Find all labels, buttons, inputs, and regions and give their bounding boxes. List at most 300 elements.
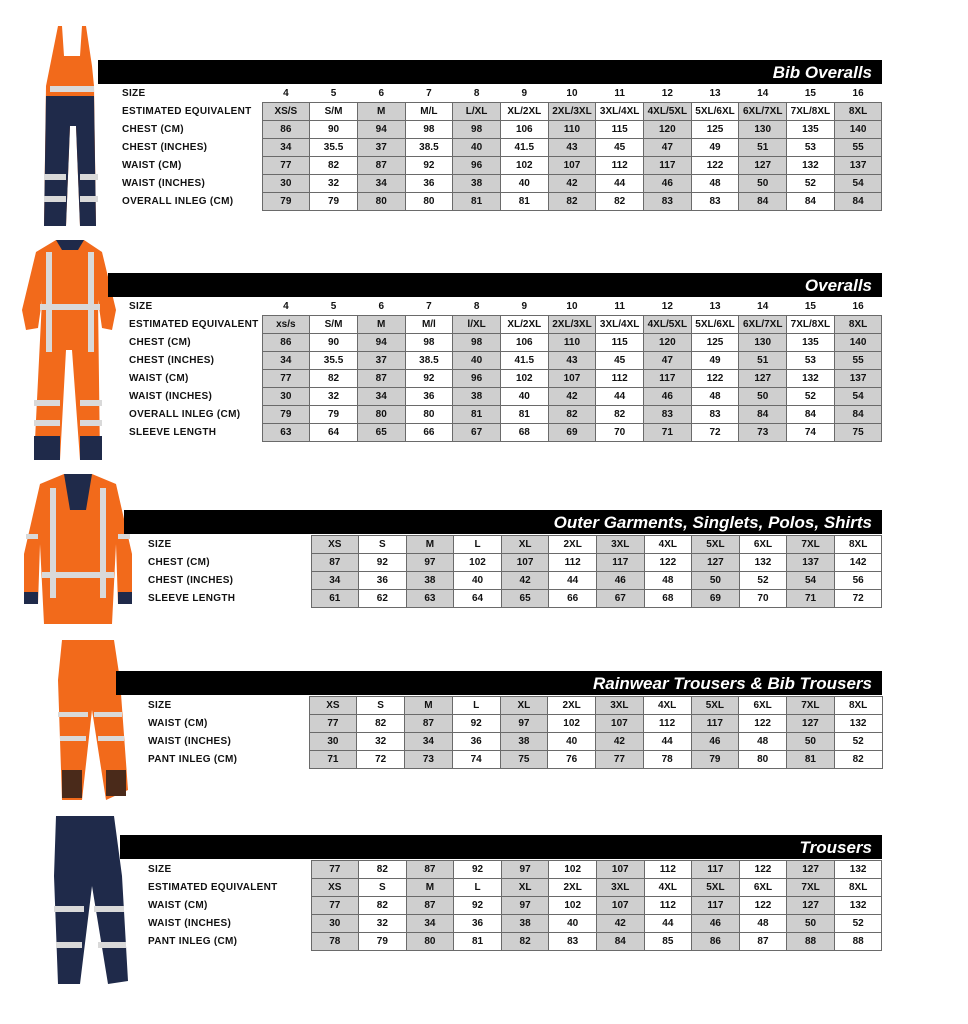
size-cell: 87 [357,370,405,388]
size-cell: 69 [692,590,740,608]
size-cell: 107 [501,554,549,572]
size-cell: 41.5 [500,352,548,370]
size-cell: 56 [834,572,882,590]
size-cell: 45 [596,352,644,370]
size-cell: 40 [453,352,501,370]
size-cell: 137 [834,370,882,388]
size-cell: 90 [310,121,358,139]
size-cell: 117 [692,861,740,879]
size-cell: 37 [357,139,405,157]
size-cell: 142 [834,554,882,572]
size-cell: 102 [549,861,597,879]
table-row [144,590,882,608]
size-cell: 53 [787,139,835,157]
size-cell: 15 [804,88,816,99]
size-cell: 3XL [596,697,644,715]
size-cell: 13 [709,88,721,99]
size-cell: 82 [548,406,596,424]
outer-garments-table [144,535,882,608]
size-cell: L [454,879,502,897]
row-label: SIZE [148,539,172,550]
size-cell: 9 [521,88,528,99]
size-cell: 40 [549,915,597,933]
size-cell: 44 [549,572,597,590]
size-cell: 92 [405,370,453,388]
size-cell: 77 [309,715,357,733]
row-label: WAIST (INCHES) [129,391,213,402]
size-cell: 38 [453,388,501,406]
size-cell: 65 [357,424,405,442]
size-cell: 78 [643,751,691,769]
size-cell: 7XL [787,536,835,554]
size-cell: 65 [501,590,549,608]
row-label: SLEEVE LENGTH [129,427,217,438]
size-cell: 44 [644,915,692,933]
size-cell: 84 [739,193,787,211]
size-cell: 83 [644,406,692,424]
size-cell: 73 [405,751,453,769]
size-cell: 32 [310,388,358,406]
size-cell: 63 [406,590,454,608]
size-cell: 79 [310,406,358,424]
size-cell: 82 [548,193,596,211]
size-cell: 77 [262,370,310,388]
size-cell: 127 [787,715,835,733]
size-cell: 110 [548,121,596,139]
size-cell: 117 [596,554,644,572]
size-cell: 4XL [644,879,692,897]
size-cell: 3XL [596,879,644,897]
size-cell: 44 [596,175,644,193]
size-cell: 9 [521,301,528,312]
size-cell: 120 [644,121,692,139]
size-cell: 132 [787,157,835,175]
size-cell: XL/2XL [500,316,548,334]
size-cell: 97 [501,861,549,879]
size-cell: 40 [454,572,502,590]
size-cell: S [359,879,407,897]
table-row [118,103,882,121]
size-cell: 92 [454,861,502,879]
size-cell: 49 [691,352,739,370]
table-row [125,370,882,388]
size-cell: 46 [644,388,692,406]
size-cell: 82 [596,406,644,424]
size-cell: 13 [709,301,721,312]
size-cell: 34 [357,175,405,193]
table-row [125,316,882,334]
size-cell: 112 [644,861,692,879]
size-cell: 16 [852,88,864,99]
size-cell: 52 [787,388,835,406]
size-cell: 96 [453,157,501,175]
size-cell: 86 [692,933,740,951]
overalls-table [125,298,882,442]
size-cell: 117 [692,897,740,915]
table-row [144,897,882,915]
size-cell: 86 [262,121,310,139]
size-cell: 75 [834,424,882,442]
size-cell: 46 [644,175,692,193]
size-cell: 37 [357,352,405,370]
size-cell: 127 [787,861,835,879]
size-cell: 6XL [739,697,787,715]
size-cell: 81 [454,933,502,951]
size-cell: 48 [644,572,692,590]
size-cell: 30 [262,175,310,193]
table-row [144,536,882,554]
row-label: WAIST (INCHES) [148,736,232,747]
size-cell: 5XL [692,536,740,554]
size-cell: 79 [359,933,407,951]
size-cell: 42 [548,388,596,406]
size-cell: 36 [452,733,500,751]
row-label: CHEST (INCHES) [148,575,234,586]
size-cell: 8 [473,301,480,312]
size-cell: 132 [787,370,835,388]
size-cell: 49 [691,139,739,157]
size-cell: 7 [426,301,432,312]
size-cell: 132 [834,897,882,915]
size-cell: 107 [596,715,644,733]
size-cell: 64 [310,424,358,442]
row-label: WAIST (CM) [122,160,182,171]
size-cell: 96 [453,370,501,388]
size-cell: 79 [262,193,310,211]
size-cell: 92 [452,715,500,733]
size-cell: 107 [596,861,644,879]
size-cell: XS [311,536,359,554]
size-cell: 47 [644,139,692,157]
size-cell: 81 [453,406,501,424]
size-cell: 87 [406,861,454,879]
size-cell: 55 [834,352,882,370]
row-label: SIZE [129,301,153,313]
size-cell: 112 [644,897,692,915]
size-cell: 84 [834,193,882,211]
size-cell: 34 [262,139,310,157]
size-cell: 67 [596,590,644,608]
size-cell: M/l [405,316,453,334]
size-cell: 132 [834,715,882,733]
size-cell: 36 [359,572,407,590]
size-cell: 46 [692,915,740,933]
size-cell: 107 [596,897,644,915]
size-cell: 132 [834,861,882,879]
size-cell: 36 [405,388,453,406]
size-cell: M [405,697,453,715]
size-cell: 81 [500,406,548,424]
size-cell: 7XL/8XL [787,316,835,334]
size-cell: 117 [691,715,739,733]
size-cell: 74 [452,751,500,769]
size-cell: 34 [405,733,453,751]
size-cell: 54 [787,572,835,590]
size-cell: 5XL/6XL [691,316,739,334]
size-cell: 11 [614,88,625,99]
size-cell: M [406,879,454,897]
size-cell: 41.5 [500,139,548,157]
size-cell: 38 [406,572,454,590]
size-cell: 54 [834,388,882,406]
size-cell: 75 [500,751,548,769]
size-cell: 117 [644,370,692,388]
size-cell: 88 [787,933,835,951]
size-cell: 50 [787,915,835,933]
size-cell: 7XL [787,879,835,897]
size-cell: 38 [453,175,501,193]
size-cell: 52 [834,733,882,751]
size-cell: 35.5 [310,352,358,370]
size-cell: 130 [739,121,787,139]
size-cell: 2XL/3XL [548,103,596,121]
size-cell: 86 [262,334,310,352]
size-cell: 87 [406,897,454,915]
size-cell: 38.5 [405,352,453,370]
size-cell: 38.5 [405,139,453,157]
size-cell: 83 [644,193,692,211]
table-row [144,715,882,733]
size-cell: 43 [548,352,596,370]
table-row [144,554,882,572]
size-cell: 82 [310,370,358,388]
size-cell: 52 [834,915,882,933]
size-cell: L/XL [453,103,501,121]
size-cell: 79 [310,193,358,211]
size-cell: 8XL [834,697,882,715]
size-cell: 36 [405,175,453,193]
row-label: CHEST (CM) [148,557,210,568]
size-cell: 77 [311,861,359,879]
size-cell: 44 [596,388,644,406]
size-cell: 42 [596,733,644,751]
size-cell: 45 [596,139,644,157]
table-row [125,334,882,352]
size-cell: 46 [596,572,644,590]
size-cell: 80 [357,193,405,211]
size-cell: 5XL [692,879,740,897]
size-cell: XS/S [262,103,310,121]
size-cell: 54 [834,175,882,193]
size-cell: 102 [548,715,596,733]
bib-overalls-icon [36,26,106,226]
size-cell: 66 [405,424,453,442]
size-cell: 64 [454,590,502,608]
size-cell: 63 [262,424,310,442]
size-cell: 50 [739,175,787,193]
size-cell: 34 [262,352,310,370]
size-cell: 98 [405,334,453,352]
row-label: OVERALL INLEG (CM) [129,409,241,420]
size-cell: 94 [357,121,405,139]
size-cell: 3XL [596,536,644,554]
table-row [144,879,882,897]
size-cell: XL [500,697,548,715]
row-label: CHEST (INCHES) [122,142,208,153]
size-cell: 115 [596,334,644,352]
size-cell: 92 [359,554,407,572]
row-label: CHEST (INCHES) [129,355,215,366]
size-cell: 80 [406,933,454,951]
size-cell: 8XL [834,879,882,897]
size-cell: 6 [378,301,384,312]
size-cell: 6XL/7XL [739,316,787,334]
size-cell: xs/s [262,316,310,334]
size-cell: 84 [596,933,644,951]
table-row [144,751,882,769]
size-cell: L [452,697,500,715]
size-cell: 53 [787,352,835,370]
size-cell: 38 [501,915,549,933]
table-row [118,85,882,103]
size-cell: 97 [501,897,549,915]
row-label: ESTIMATED EQUIVALENT [122,106,252,117]
size-cell: 47 [644,352,692,370]
size-cell: 32 [310,175,358,193]
table-row [144,933,882,951]
size-cell: 34 [357,388,405,406]
table-row [144,697,882,715]
rainwear-table [144,696,883,769]
size-cell: M [357,316,405,334]
size-cell: 72 [357,751,405,769]
size-cell: 7XL/8XL [787,103,835,121]
size-cell: 62 [359,590,407,608]
size-cell: XS [309,697,357,715]
size-cell: 98 [405,121,453,139]
size-cell: 66 [549,590,597,608]
size-cell: 12 [661,88,673,99]
size-cell: 77 [596,751,644,769]
size-cell: 122 [691,157,739,175]
size-cell: 71 [787,590,835,608]
size-cell: S/M [310,103,358,121]
table-row [118,139,882,157]
row-label: PANT INLEG (CM) [148,754,238,765]
overalls-icon [20,240,120,462]
size-cell: 48 [739,733,787,751]
size-cell: 14 [757,301,769,312]
size-cell: 42 [548,175,596,193]
size-cell: 2XL [549,879,597,897]
table-row [144,572,882,590]
size-cell: 122 [739,897,787,915]
size-cell: 82 [596,193,644,211]
size-cell: 10 [566,301,578,312]
trousers-table [144,860,882,951]
size-cell: 4XL/5XL [644,316,692,334]
size-cell: 40 [500,388,548,406]
size-cell: 107 [548,157,596,175]
row-label: ESTIMATED EQUIVALENT [129,319,259,330]
bib-overalls-table [118,85,882,211]
size-cell: 42 [501,572,549,590]
size-cell: 4 [283,301,289,312]
size-cell: 50 [692,572,740,590]
row-label: SLEEVE LENGTH [148,593,236,604]
size-cell: 48 [691,175,739,193]
size-cell: 70 [596,424,644,442]
size-cell: 50 [739,388,787,406]
row-label: WAIST (CM) [129,373,189,384]
size-cell: 40 [500,175,548,193]
size-cell: 120 [644,334,692,352]
size-cell: 6XL/7XL [739,103,787,121]
size-cell: 11 [614,301,625,312]
size-cell: 8XL [834,536,882,554]
size-cell: 110 [548,334,596,352]
size-cell: 88 [834,933,882,951]
size-cell: 85 [644,933,692,951]
size-cell: 112 [549,554,597,572]
row-label: ESTIMATED EQUIVALENT [148,882,278,893]
size-cell: 112 [643,715,691,733]
size-cell: l/XL [453,316,501,334]
size-cell: 87 [357,157,405,175]
size-cell: 102 [500,370,548,388]
size-cell: S [357,697,405,715]
size-cell: 3XL/4XL [596,316,644,334]
size-cell: 7XL [787,697,835,715]
row-label: SIZE [148,864,172,875]
size-cell: M [406,536,454,554]
table-row [144,733,882,751]
size-cell: 81 [500,193,548,211]
size-cell: M [357,103,405,121]
size-cell: 84 [834,406,882,424]
size-cell: 3XL/4XL [596,103,644,121]
size-cell: 71 [644,424,692,442]
rainwear-title: Rainwear Trousers & Bib Trousers [116,671,882,695]
size-cell: 82 [310,157,358,175]
row-label: WAIST (INCHES) [148,918,232,929]
table-row [118,121,882,139]
size-cell: 15 [804,301,816,312]
size-cell: 82 [359,861,407,879]
size-cell: 40 [548,733,596,751]
size-cell: 83 [691,193,739,211]
row-label: CHEST (CM) [122,124,184,135]
row-label: PANT INLEG (CM) [148,936,238,947]
size-cell: 5 [330,301,337,312]
size-cell: 30 [311,915,359,933]
size-cell: 92 [454,897,502,915]
size-cell: 51 [739,352,787,370]
size-cell: 5 [330,88,337,99]
size-cell: 40 [453,139,501,157]
size-cell: 79 [691,751,739,769]
size-cell: 32 [357,733,405,751]
size-cell: 97 [406,554,454,572]
size-cell: 84 [739,406,787,424]
size-cell: 107 [548,370,596,388]
shirt-icon [20,474,136,626]
size-cell: 4XL/5XL [644,103,692,121]
size-cell: 7 [426,88,432,99]
size-cell: 102 [454,554,502,572]
table-row [118,175,882,193]
table-row [144,915,882,933]
size-cell: 140 [834,334,882,352]
size-cell: 135 [787,334,835,352]
size-cell: 8XL [834,316,882,334]
size-cell: 125 [691,334,739,352]
size-cell: 73 [739,424,787,442]
size-cell: 70 [739,590,787,608]
size-cell: XL [501,879,549,897]
size-cell: 87 [311,554,359,572]
row-label: OVERALL INLEG (CM) [122,196,234,207]
